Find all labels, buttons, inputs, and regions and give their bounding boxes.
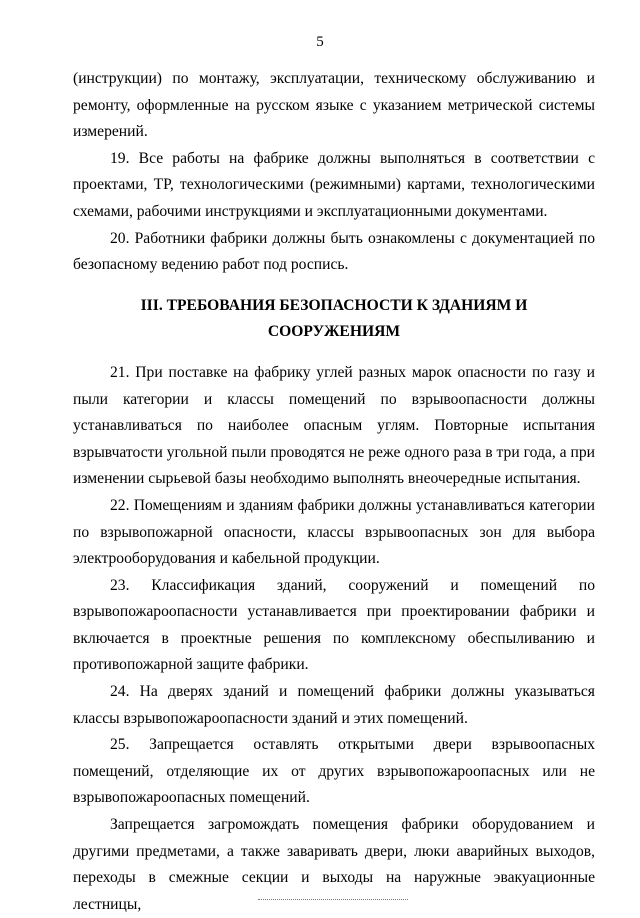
paragraph-20: 20. Работники фабрики должны быть ознакомлены с документацией по безопасному ведению работ под роспись. <box>73 229 595 274</box>
page-number: 5 <box>316 34 324 50</box>
paragraph-23: 23. Классификация зданий, сооружений и помещений по взрывопожароопасности устанавливается при проектировании фабрики и включается в проектные решения по комплексному обеспыливанию и противопожарной защите фабрики. <box>73 576 595 674</box>
paragraph-24: 24. На дверях зданий и помещений фабрики должны указываться классы взрывопожароопасности зданий и этих помещений. <box>73 683 595 727</box>
paragraph-continuation: (инструкции) по монтажу, эксплуатации, техническому обслуживанию и ремонту, оформленные на русском языке с указанием метрической системы измерений. <box>73 70 595 141</box>
paragraph-21: 21. При поставке на фабрику углей разных марок опасности по газу и пыли категории и классы помещений по взрывоопасности должны устанавливаться по наиболее опасным углям. Повторные испытания взрывчатости угольной пыли проводятся не реже одного раза в три года, а при изменении сырьевой базы необходимо выполнять внеочередные испытания. <box>73 363 595 488</box>
paragraph-25: 25. Запрещается оставлять открытыми двери взрывоопасных помещений, отделяющие их от других взрывопожароопасных или не взрывопожароопасных помещений. <box>73 736 595 807</box>
section-heading: III. ТРЕБОВАНИЯ БЕЗОПАСНОСТИ К ЗДАНИЯМ И СООРУЖЕНИЯМ <box>140 296 528 341</box>
paragraph-22: 22. Помещениям и зданиям фабрики должны устанавливаться категории по взрывопожарной опасности, классы взрывоопасных зон для выбора электрооборудования и кабельной продукции. <box>73 496 595 568</box>
scan-artifact-line <box>258 899 408 900</box>
paragraph-25-continuation: Запрещается загромождать помещения фабрики оборудованием и другими предметами, а также заваривать двери, люки аварийных выходов, переходы в смежные секции и выходы на наружные эвакуационные лестницы, <box>73 816 595 913</box>
paragraph-19: 19. Все работы на фабрике должны выполняться в соответствии с проектами, ТР, технологическими (режимными) картами, технологическими схемами, рабочими инструкциями и эксплуатационными документами. <box>73 149 595 220</box>
document-body <box>73 66 595 918</box>
